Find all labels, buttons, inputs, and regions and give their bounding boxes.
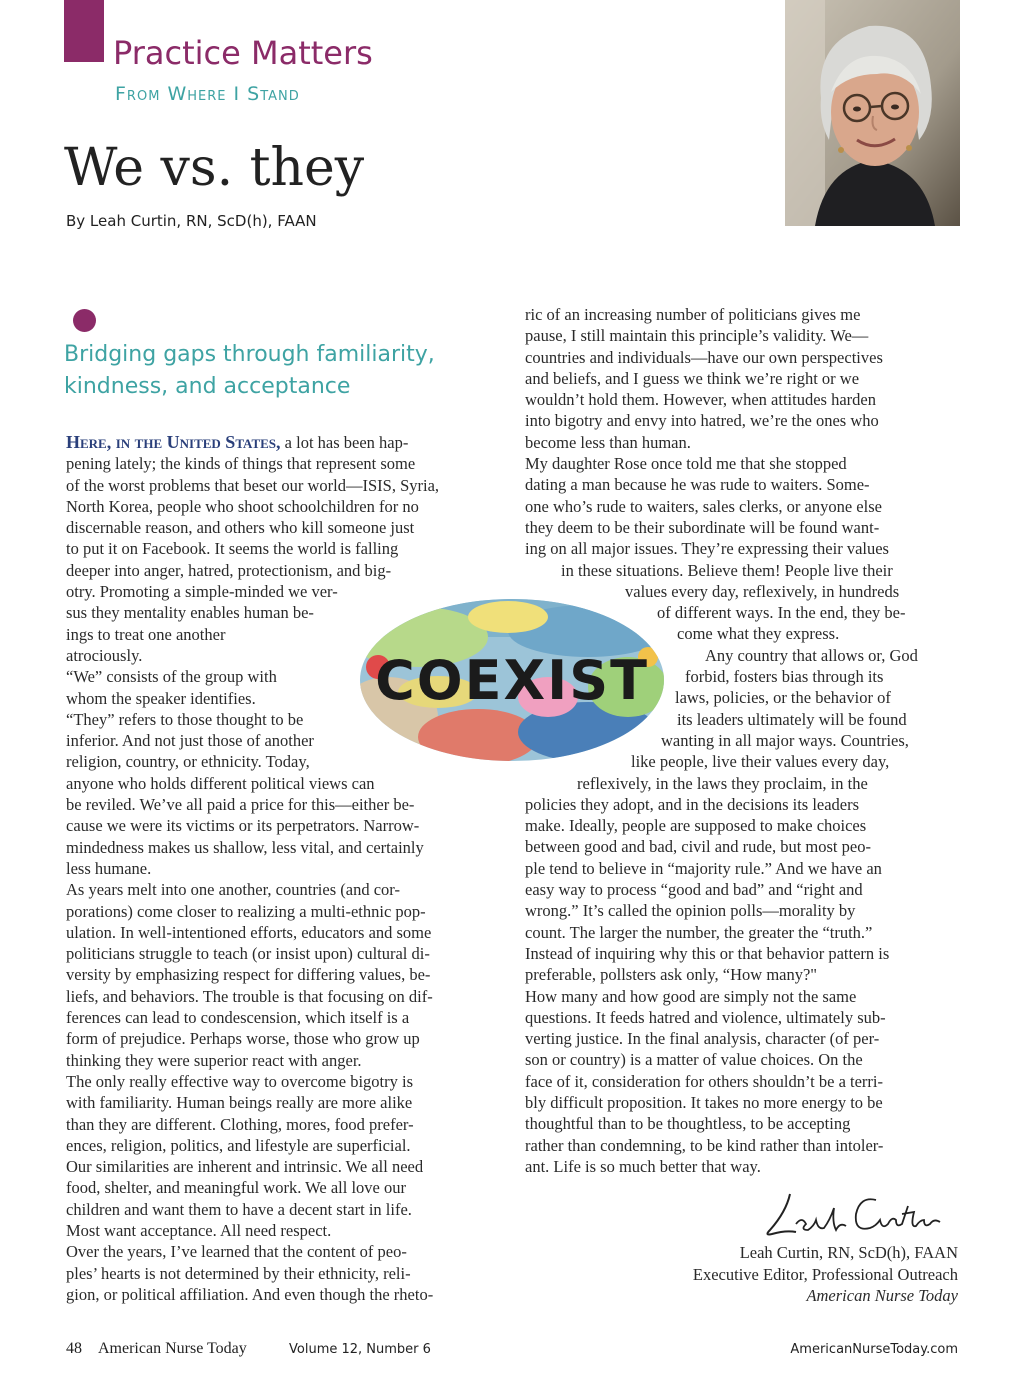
article-line: ple tend to believe in “majority rule.” And we have an	[525, 858, 882, 878]
svg-text:Leah Curtin: Leah Curtin	[756, 1186, 761, 1187]
article-line: reflexively, in the laws they proclaim, in the	[577, 773, 868, 793]
byline: By Leah Curtin, RN, ScD(h), FAAN	[66, 212, 317, 230]
article-line: like people, live their values every day,	[631, 752, 890, 772]
article-line: between good and bad, civil and rude, but most peo-	[525, 837, 871, 857]
headline: We vs. they	[64, 138, 365, 198]
article-line: with familiarity. Human beings really are more alike	[66, 1093, 413, 1113]
article-line: policies they adopt, and in the decisions its leaders	[525, 794, 860, 814]
article-line: one who’s rude to waiters, sales clerks, or anyone else	[525, 496, 882, 516]
deck-line-2: kindness, and acceptance	[64, 374, 351, 399]
lead-in: Here, in the United States,	[66, 432, 281, 452]
article-line: forbid, fosters bias through its	[685, 667, 884, 687]
article-line: thoughtful than to be thoughtless, to be accepting	[525, 1114, 851, 1134]
article-line: son or country) is a matter of value choices. On the	[525, 1050, 863, 1070]
footer-volume: Volume 12, Number 6	[289, 1342, 431, 1357]
article-line: ant. Life is so much better that way.	[525, 1156, 761, 1176]
article-line: sus they mentality enables human be-	[66, 603, 314, 623]
article-line: versity by emphasizing respect for differing values, be-	[66, 965, 431, 985]
deck	[64, 339, 484, 403]
section-color-tab	[64, 0, 104, 62]
article-line: whom the speaker identifies.	[66, 688, 256, 708]
signature-publication: American Nurse Today	[806, 1286, 958, 1305]
article-line: The only really effective way to overcome bigotry is	[66, 1071, 413, 1091]
article-left-column	[66, 432, 496, 1305]
article-line: How many and how good are simply not the same	[525, 986, 857, 1006]
article-line: questions. It feeds hatred and violence, ultimately sub-	[525, 1007, 886, 1027]
article-line: of different ways. In the end, they be-	[657, 603, 906, 623]
article-line: verting justice. In the final analysis, character (of per-	[525, 1029, 880, 1049]
article-line: they deem to be their subordinate will be found want-	[525, 517, 880, 537]
article-line: its leaders ultimately will be found	[677, 709, 907, 729]
article-line: inferior. And not just those of another	[66, 731, 314, 751]
article-line: face of it, consideration for others shouldn’t be a terri-	[525, 1071, 883, 1091]
article-line: ing on all major issues. They’re expressing their values	[525, 539, 889, 559]
footer-page-number: 48	[66, 1340, 82, 1357]
article-line: food, shelter, and meaningful work. We all love our	[66, 1178, 406, 1198]
article-line: less humane.	[66, 858, 152, 878]
accent-dot	[73, 309, 96, 332]
article-line: form of prejudice. Perhaps worse, those who grow up	[66, 1029, 420, 1049]
article-line: wanting in all major ways. Countries,	[661, 730, 909, 750]
article-line: bly difficult proposition. It takes no more energy to be	[525, 1092, 883, 1112]
article-line: My daughter Rose once told me that she stopped	[525, 454, 847, 474]
article-line: gion, or political affiliation. And even though the rheto-	[66, 1284, 434, 1304]
article-line: preferable, pollsters ask only, “How many?"	[525, 965, 818, 985]
article-line: into bigotry and envy into hatred, we’re the ones who	[525, 411, 879, 431]
article-line: As years melt into one another, countries (and cor-	[66, 880, 400, 900]
article-line: wrong.” It’s called the opinion polls—morality by	[525, 901, 856, 921]
article-line: and beliefs, and I guess we think we’re right or we	[525, 368, 860, 388]
article-line: mindedness makes us shallow, less vital, and certainly	[66, 837, 424, 857]
article-line: pening lately; the kinds of things that represent some	[66, 454, 416, 474]
article-line: pause, I still maintain this principle’s validity. We—	[525, 326, 869, 346]
article-line: ings to treat one another	[66, 624, 226, 644]
article-line: wouldn’t hold them. However, when attitudes harden	[525, 390, 876, 410]
article-line: ric of an increasing number of politicians gives me	[525, 305, 861, 324]
author-photo	[785, 0, 960, 226]
article-line: religion, country, or ethnicity. Today,	[66, 752, 310, 772]
article-line: make. Ideally, people are supposed to make choices	[525, 816, 867, 836]
article-line: ulation. In well-intentioned efforts, educators and some	[66, 922, 432, 942]
article-line: porations) come closer to realizing a multi-ethnic pop-	[66, 901, 426, 921]
article-line: ples’ hearts is not determined by their ethnicity, reli-	[66, 1263, 411, 1283]
article-line: laws, policies, or the behavior of	[675, 688, 891, 708]
footer-url[interactable]: AmericanNurseToday.com	[790, 1342, 958, 1357]
article-line: than they are different. Clothing, mores, food prefer-	[66, 1114, 414, 1134]
article-line: values every day, reflexively, in hundreds	[625, 581, 900, 601]
article-line: Here, in the United States, a lot has been hap-	[66, 432, 409, 452]
article-line: rather than condemning, to be kind rather than intoler-	[525, 1135, 884, 1155]
article-line: children and want them to have a decent start in life.	[66, 1199, 412, 1219]
article-line: of the worst problems that beset our world—ISIS, Syria,	[66, 475, 440, 495]
footer-magazine: American Nurse Today	[98, 1340, 247, 1357]
article-line: Over the years, I’ve learned that the content of peo-	[66, 1242, 407, 1262]
article-line: easy way to process “good and bad” and “right and	[525, 880, 863, 900]
section-title: Practice Matters	[113, 34, 373, 72]
article-line: North Korea, people who shoot schoolchildren for no	[66, 496, 419, 516]
article-line: Any country that allows or, God	[705, 645, 918, 665]
article-line: count. The larger the number, the greater the “truth.”	[525, 922, 873, 942]
signature-title: Executive Editor, Professional Outreach	[692, 1264, 958, 1284]
article-line: ences, religion, politics, and lifestyle are superficial.	[66, 1135, 411, 1155]
handwritten-signature	[756, 1186, 946, 1242]
signature-name: Leah Curtin, RN, ScD(h), FAAN	[739, 1243, 958, 1262]
coexist-word: COEXIST	[375, 649, 649, 712]
article-line: “We” consists of the group with	[66, 667, 277, 687]
article-line: countries and individuals—have our own perspectives	[525, 347, 883, 367]
article-line: to put it on Facebook. It seems the world is falling	[66, 539, 399, 559]
deck-line-1: Bridging gaps through familiarity,	[64, 342, 435, 367]
article-line: be reviled. We’ve all paid a price for this—either be-	[66, 795, 415, 815]
article-line: otry. Promoting a simple-minded we ver-	[66, 582, 338, 602]
article-line: dating a man because he was rude to waiters. Some-	[525, 475, 870, 495]
article-line: in these situations. Believe them! People live their	[561, 560, 893, 580]
article-line: Our similarities are inherent and intrinsic. We all need	[66, 1157, 424, 1177]
article-line: come what they express.	[677, 624, 840, 644]
article-line: thinking they were superior react with anger.	[66, 1050, 362, 1070]
signature-block	[693, 1242, 958, 1307]
article-line: cause we were its victims or its perpetrators. Narrow-	[66, 816, 420, 836]
article-line: become less than human.	[525, 432, 691, 452]
coexist-art	[358, 597, 666, 763]
article-line: atrociously.	[66, 645, 143, 665]
column-name: From Where I Stand	[115, 83, 300, 105]
article-line: politicians struggle to teach (or insist upon) cultural di-	[66, 944, 430, 964]
article-line: liefs, and behaviors. The trouble is that focusing on dif-	[66, 986, 433, 1006]
article-line: “They” refers to those thought to be	[66, 709, 304, 729]
article-line: ferences can lead to condescension, which itself is a	[66, 1008, 410, 1028]
article-line: deeper into anger, hatred, protectionism, and big-	[66, 560, 392, 580]
article-line: Most want acceptance. All need respect.	[66, 1220, 332, 1240]
article-line: Instead of inquiring why this or that behavior pattern is	[525, 943, 890, 963]
article-line: discernable reason, and others who kill someone just	[66, 518, 415, 538]
article-line: anyone who holds different political views can	[66, 773, 375, 793]
